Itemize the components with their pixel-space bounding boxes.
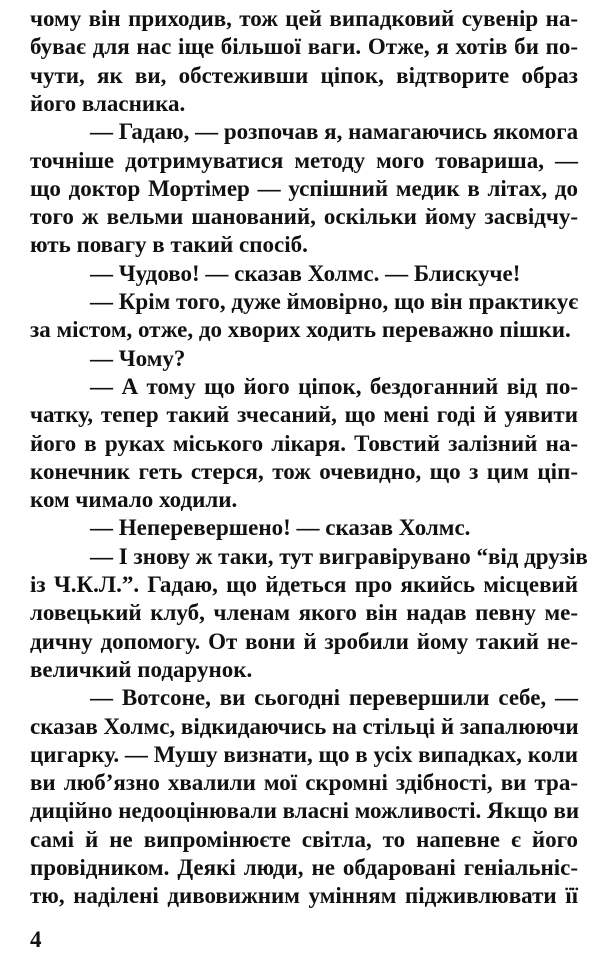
text-line: ви люб’язно хвалили мої скромні здібності, ви тра- — [30, 770, 578, 796]
text-line: його власника. — [30, 90, 186, 116]
text-line: самі й не випромінюєте світла, то напевне є його — [30, 826, 578, 852]
text-line: із Ч.К.Л.”. Гадаю, що йдеться про якийсь місцевий — [30, 572, 578, 597]
text-line: його в руках міського лікаря. Товстий залізний на- — [30, 430, 578, 456]
text-line: — Вотсоне, ви сьогодні перевершили себе, — — [90, 685, 578, 711]
text-line: сказав Холмс, відкидаючись на стільці й запалюючи — [30, 713, 579, 739]
text-line: ком чимало ходили. — [30, 487, 238, 513]
text-line: — Неперевершено! — сказав Холмс. — [90, 515, 471, 541]
text-line: тю, наділені дивовижним умінням підживлювати її — [30, 883, 578, 909]
book-page-text — [30, 0, 588, 979]
text-line: ловецький клуб, членам якого він надав певну ме- — [30, 600, 578, 626]
page-number: 4 — [30, 927, 42, 952]
text-line: того ж вельми шанований, оскільки йому засвідчу- — [30, 204, 578, 230]
text-line: — Гадаю, — розпочав я, намагаючись якомога — [90, 119, 579, 145]
text-line: диційно недооцінювали власні можливості. Якщо ви — [30, 798, 580, 824]
text-line: — Чому? — [90, 345, 186, 371]
text-line: точніше дотримуватися методу мого товариша, — — [30, 147, 578, 173]
text-line: величкий подарунок. — [30, 656, 253, 682]
text-line: дичну допомогу. От вони й зробили йому такий не- — [30, 628, 578, 654]
text-line: — І знову ж таки, тут вигравірувано “від друзів — [90, 543, 588, 569]
text-line: буває для нас іще більшої ваги. Отже, я хотів би по- — [30, 34, 578, 60]
text-line: провідником. Деякі люди, не обдаровані геніальніс- — [30, 855, 578, 880]
text-line: чому він приходив, тож цей випадковий сувенір на- — [30, 6, 578, 31]
text-line: — А тому що його ціпок, бездоганний від по- — [90, 373, 578, 399]
text-line: чатку, тепер такий зчесаний, що мені годі й уявити — [30, 402, 578, 428]
text-line: ють повагу в такий спосіб. — [30, 232, 308, 258]
text-line: — Чудово! — сказав Холмс. — Блискуче! — [90, 260, 521, 286]
text-line: чути, як ви, обстеживши ціпок, відтворите образ — [30, 62, 578, 88]
text-line: за містом, отже, до хворих ходить переважно пішки. — [30, 317, 571, 343]
text-line: конечник геть стерся, тож очевидно, що з цим ціп- — [30, 458, 578, 484]
text-line: — Крім того, дуже ймовірно, що він практикує — [90, 289, 579, 314]
text-line: цигарку. — Мушу визнати, що в усіх випадках, коли — [30, 741, 578, 767]
text-line: що доктор Мортімер — успішний медик в літах, до — [30, 175, 578, 201]
